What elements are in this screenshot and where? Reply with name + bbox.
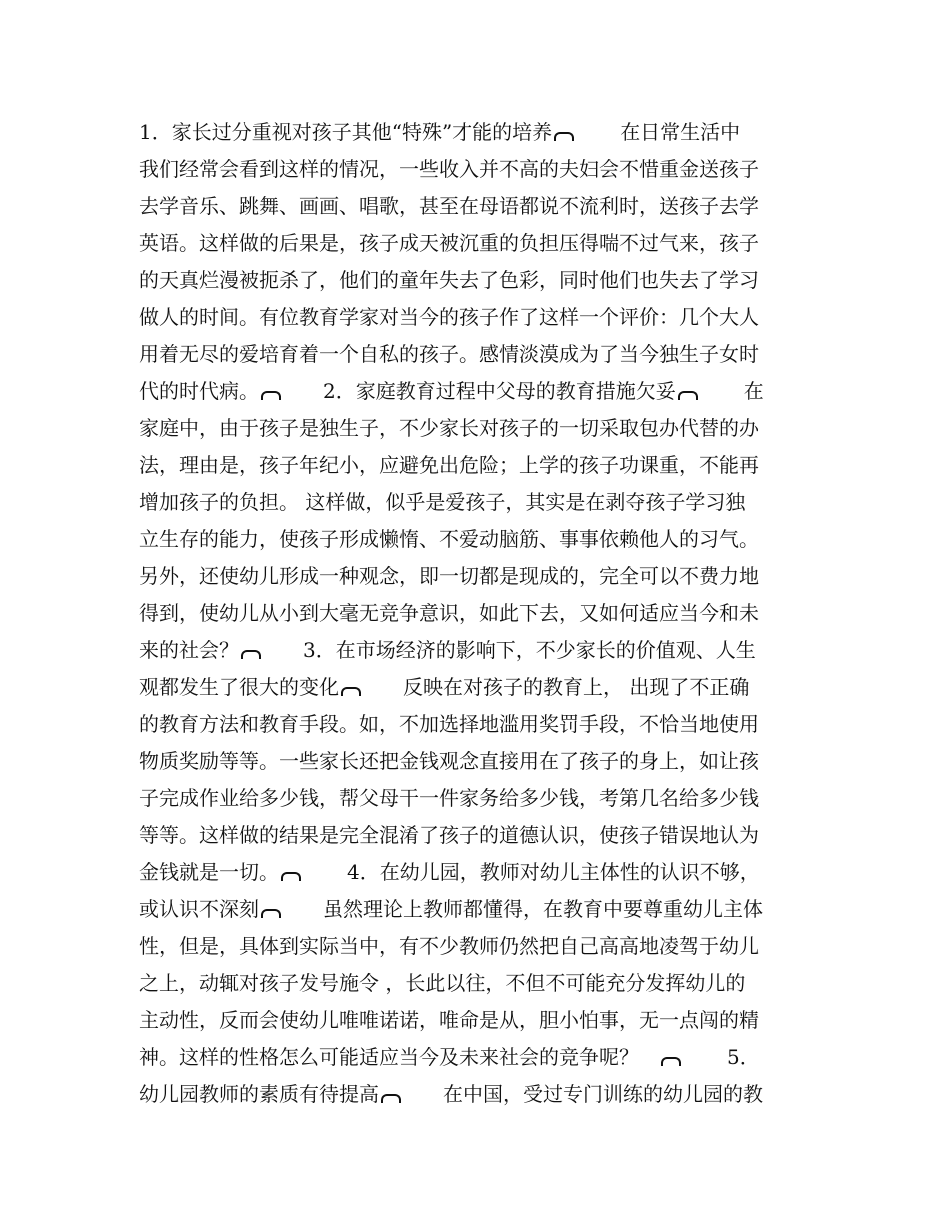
text-line: 子完成作业给多少钱，帮父母干一件家务给多少钱，考第几名给多少钱 [139, 786, 759, 810]
text-line: 得到，使幼儿从小到大毫无竞争意识，如此下去，又如何适应当今和未 [139, 601, 759, 625]
paragraph-break-mark-icon [554, 132, 574, 141]
text-line: 另外，还使幼儿形成一种观念，即一切都是现成的，完全可以不费力地 [139, 564, 759, 588]
text-line: 1．家长过分重视对孩子其他“特殊”才能的培养 在日常生活中 [139, 120, 741, 144]
paragraph-break-mark-icon [261, 391, 281, 400]
text-line: 金钱就是一切。 4．在幼儿园，教师对幼儿主体性的认识不够， [139, 860, 760, 884]
paragraph-break-mark-icon [341, 687, 361, 696]
text-line: 去学音乐、跳舞、画画、唱歌，甚至在母语都说不流利时，送孩子去学 [139, 194, 759, 218]
text-line: 代的时代病。 2．家庭教育过程中父母的教育措施欠妥 在 [139, 379, 764, 403]
text-line: 家庭中，由于孩子是独生子，不少家长对孩子的一切采取包办代替的办 [139, 416, 759, 440]
text-line: 的教育方法和教育手段。如，不加选择地滥用奖罚手段，不恰当地使用 [139, 712, 759, 736]
text-line: 观都发生了很大的变化 反映在对孩子的教育上， 出现了不正确 [139, 675, 750, 699]
text-line: 神。这样的性格怎么可能适应当今及未来社会的竞争呢？ 5． [139, 1045, 760, 1069]
paragraph-break-mark-icon [661, 1057, 681, 1066]
text-line: 或认识不深刻 虽然理论上教师都懂得，在教育中要尊重幼儿主体 [139, 897, 763, 921]
text-line: 我们经常会看到这样的情况，一些收入并不高的夫妇会不惜重金送孩子 [139, 157, 759, 181]
paragraph-break-mark-icon [381, 1094, 401, 1103]
text-line: 立生存的能力，使孩子形成懒惰、不爱动脑筋、事事依赖他人的习气。 [139, 527, 759, 551]
text-line: 等等。这样做的结果是完全混淆了孩子的道德认识，使孩子错误地认为 [139, 823, 759, 847]
text-line: 性，但是，具体到实际当中，有不少教师仍然把自己高高地凌驾于幼儿 [139, 934, 759, 958]
paragraph-break-mark-icon [261, 909, 281, 918]
text-line: 物质奖励等等。一些家长还把金钱观念直接用在了孩子的身上，如让孩 [139, 749, 759, 773]
text-line: 增加孩子的负担。 这样做，似乎是爱孩子，其实是在剥夺孩子学习独 [139, 490, 746, 514]
paragraph-break-mark-icon [241, 650, 261, 659]
paragraph-break-mark-icon [281, 872, 301, 881]
document-body [139, 114, 819, 1113]
text-line: 法，理由是，孩子年纪小，应避免出危险；上学的孩子功课重，不能再 [139, 453, 759, 477]
text-line: 幼儿园教师的素质有待提高 在中国，受过专门训练的幼儿园的教 [139, 1082, 763, 1106]
text-line: 主动性，反而会使幼儿唯唯诺诺，唯命是从，胆小怕事，无一点闯的精 [139, 1008, 759, 1032]
text-line: 来的社会？ 3．在市场经济的影响下，不少家长的价值观、人生 [139, 638, 756, 662]
text-line: 做人的时间。有位教育学家对当今的孩子作了这样一个评价：几个大人 [139, 305, 759, 329]
text-line: 之上，动辄对孩子发号施令 ，长此以往，不但不可能充分发挥幼儿的 [139, 971, 746, 995]
text-line: 英语。这样做的后果是，孩子成天被沉重的负担压得喘不过气来，孩子 [139, 231, 759, 255]
text-line: 用着无尽的爱培育着一个自私的孩子。感情淡漠成为了当今独生子女时 [139, 342, 759, 366]
paragraph-break-mark-icon [678, 391, 698, 400]
text-line: 的天真烂漫被扼杀了，他们的童年失去了色彩，同时他们也失去了学习 [139, 268, 759, 292]
